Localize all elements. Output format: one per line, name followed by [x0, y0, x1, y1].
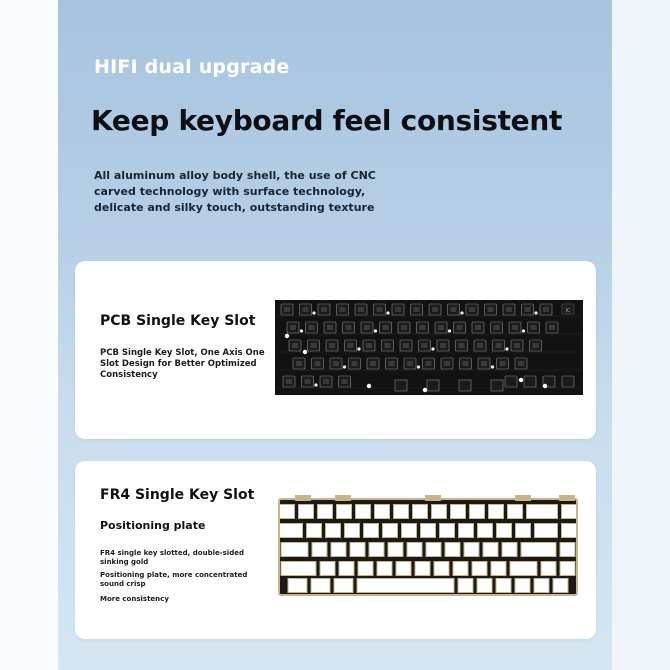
- pcb-spacebar-socket: [459, 380, 471, 391]
- fr4-key-cutout: [464, 542, 480, 557]
- pcb-socket: [524, 376, 536, 387]
- fr4-key-cutout: [561, 504, 577, 519]
- pcb-led: [303, 350, 307, 354]
- fr4-plate-tab: [515, 495, 531, 501]
- pcb-socket: [515, 358, 527, 369]
- fr4-key-cutout: [415, 561, 431, 576]
- fr4-note-3: More consistency: [100, 595, 169, 603]
- pcb-socket: [429, 304, 441, 315]
- pcb-socket: [392, 304, 404, 315]
- fr4-key-cutout: [325, 523, 341, 538]
- fr4-plate-tab: [559, 495, 575, 501]
- intro-paragraph: All aluminum alloy body shell, the use of CNC carved technology with surface technology, delicate and silky touch, outstanding texture: [94, 169, 376, 214]
- fr4-key-cutout: [483, 542, 499, 557]
- pcb-socket: [530, 340, 542, 351]
- pcb-socket: [308, 340, 320, 351]
- pcb-led: [543, 384, 547, 388]
- pcb-socket: [540, 304, 552, 315]
- pcb-led: [423, 388, 427, 392]
- fr4-key-cutout: [355, 504, 371, 519]
- fr4-note-1: FR4 single key slotted, double-sided sinking gold: [100, 549, 244, 566]
- pcb-socket: [411, 304, 423, 315]
- pcb-socket: [306, 322, 318, 333]
- fr4-key-cutout: [472, 561, 488, 576]
- pcb-led: [285, 334, 289, 338]
- fr4-key-cutout: [377, 561, 393, 576]
- pcb-socket: [337, 304, 349, 315]
- pcb-socket: [363, 340, 375, 351]
- pcb-board-drawing: [275, 300, 583, 395]
- kicker-text: HIFI dual upgrade: [94, 56, 290, 78]
- fr4-key-cutout: [526, 504, 558, 519]
- pcb-socket: [324, 322, 336, 333]
- fr4-key-cutout: [439, 523, 455, 538]
- fr4-key-cutout: [541, 561, 557, 576]
- left-page-margin: [0, 0, 58, 670]
- fr4-key-cutout: [281, 542, 309, 557]
- pcb-socket: [417, 322, 429, 333]
- pcb-socket: [456, 340, 468, 351]
- pcb-led: [367, 384, 371, 388]
- fr4-key-cutout: [510, 561, 538, 576]
- pcb-socket: [562, 376, 574, 387]
- fr4-note-2: Positioning plate, more concentrated sound crisp: [100, 571, 248, 588]
- fr4-key-cutout: [477, 523, 493, 538]
- fr4-key-cutout: [393, 504, 409, 519]
- fr4-key-cutout: [317, 504, 333, 519]
- pcb-socket: [320, 376, 332, 387]
- fr4-key-cutout: [534, 578, 550, 593]
- pcb-socket: [511, 340, 523, 351]
- fr4-key-cutout: [306, 523, 322, 538]
- fr4-plate-tab: [335, 495, 351, 501]
- pcb-socket: [441, 358, 453, 369]
- pcb-socket: [339, 376, 351, 387]
- fr4-key-cutout: [560, 542, 576, 557]
- pcb-board-image: [275, 300, 583, 395]
- fr4-key-cutout: [553, 578, 569, 593]
- fr4-key-cutout: [320, 561, 336, 576]
- fr4-key-cutout: [374, 504, 390, 519]
- fr4-plate-tab: [295, 495, 311, 501]
- fr4-key-cutout: [288, 578, 308, 593]
- fr4-key-cutout: [407, 542, 423, 557]
- fr4-key-cutout: [561, 523, 577, 538]
- pcb-socket: [312, 358, 324, 369]
- pcb-socket: [318, 304, 330, 315]
- fr4-key-cutout: [521, 542, 557, 557]
- pcb-socket: [398, 322, 410, 333]
- fr4-card-title: FR4 Single Key Slot: [100, 487, 255, 503]
- fr4-key-cutout: [496, 523, 512, 538]
- pcb-card-description: PCB Single Key Slot, One Axis One Slot Design for Better Optimized Consistency: [100, 348, 265, 380]
- pcb-socket: [355, 304, 367, 315]
- fr4-key-cutout: [458, 578, 474, 593]
- fr4-key-cutout: [412, 504, 428, 519]
- fr4-key-cutout: [357, 578, 455, 593]
- fr4-key-cutout: [434, 561, 450, 576]
- pcb-socket: [400, 340, 412, 351]
- fr4-key-cutout: [458, 523, 474, 538]
- fr4-key-cutout: [515, 523, 531, 538]
- fr4-key-cutout: [396, 561, 412, 576]
- fr4-key-cutout: [334, 578, 354, 593]
- pcb-socket: [505, 376, 517, 387]
- pcb-socket: [380, 322, 392, 333]
- pcb-socket: [491, 322, 503, 333]
- fr4-key-cutout: [401, 523, 417, 538]
- fr4-key-cutout: [453, 561, 469, 576]
- fr4-key-cutout: [515, 578, 531, 593]
- fr4-key-cutout: [279, 504, 295, 519]
- fr4-key-cutout: [311, 578, 331, 593]
- fr4-key-cutout: [281, 561, 317, 576]
- pcb-socket: [454, 322, 466, 333]
- fr4-card-subtitle: Positioning plate: [100, 519, 206, 532]
- fr4-key-cutout: [331, 542, 347, 557]
- pcb-socket: [472, 322, 484, 333]
- fr4-key-cutout: [488, 504, 504, 519]
- pcb-socket: [485, 304, 497, 315]
- fr4-key-cutout: [496, 578, 512, 593]
- fr4-key-cutout: [388, 542, 404, 557]
- fr4-key-cutout: [336, 504, 352, 519]
- pcb-socket: [281, 304, 293, 315]
- fr4-key-cutout: [469, 504, 485, 519]
- fr4-key-cutout: [298, 504, 314, 519]
- fr4-key-cutout: [369, 542, 385, 557]
- pcb-spacebar-socket: [395, 380, 407, 391]
- fr4-key-cutout: [502, 542, 518, 557]
- fr4-key-cutout: [344, 523, 360, 538]
- pcb-socket: [386, 358, 398, 369]
- pcb-ic-label: IC: [565, 308, 571, 314]
- fr4-key-cutout: [382, 523, 398, 538]
- fr4-plate-tab: [425, 495, 441, 501]
- fr4-key-cutout: [426, 542, 442, 557]
- fr4-key-cutout: [491, 561, 507, 576]
- pcb-socket: [423, 358, 435, 369]
- pcb-socket: [382, 340, 394, 351]
- pcb-socket: [283, 376, 295, 387]
- fr4-key-cutout: [534, 523, 558, 538]
- pcb-socket: [367, 358, 379, 369]
- fr4-plate-image: [275, 493, 581, 601]
- pcb-spacebar-socket: [427, 380, 439, 391]
- fr4-key-cutout: [350, 542, 366, 557]
- pcb-socket: [437, 340, 449, 351]
- fr4-key-cutout: [507, 504, 523, 519]
- pcb-feature-card: [75, 261, 596, 439]
- fr4-key-cutout: [445, 542, 461, 557]
- page-headline: Keep keyboard feel consistent: [91, 104, 563, 137]
- fr4-feature-card: [75, 461, 596, 639]
- fr4-key-cutout: [279, 523, 303, 538]
- fr4-key-cutout: [477, 578, 493, 593]
- fr4-key-cutout: [358, 561, 374, 576]
- fr4-key-cutout: [420, 523, 436, 538]
- right-page-margin: [612, 0, 670, 670]
- pcb-socket: [528, 322, 540, 333]
- pcb-socket: [326, 340, 338, 351]
- pcb-socket: [546, 322, 558, 333]
- fr4-key-cutout: [312, 542, 328, 557]
- pcb-socket: [497, 358, 509, 369]
- pcb-socket: [293, 358, 305, 369]
- fr4-key-cutout: [431, 504, 447, 519]
- pcb-socket: [289, 340, 301, 351]
- pcb-spacebar-socket: [491, 380, 503, 391]
- fr4-key-cutout: [339, 561, 355, 576]
- pcb-socket: [460, 358, 472, 369]
- fr4-key-cutout: [560, 561, 576, 576]
- fr4-key-cutout: [363, 523, 379, 538]
- pcb-led: [519, 378, 523, 382]
- pcb-socket: [343, 322, 355, 333]
- pcb-socket: [474, 340, 486, 351]
- product-feature-panel: [58, 0, 612, 670]
- pcb-socket: [466, 304, 478, 315]
- pcb-socket: [503, 304, 515, 315]
- fr4-key-cutout: [450, 504, 466, 519]
- pcb-socket: [349, 358, 361, 369]
- fr4-plate-drawing: [275, 493, 581, 601]
- pcb-card-title: PCB Single Key Slot: [100, 313, 256, 329]
